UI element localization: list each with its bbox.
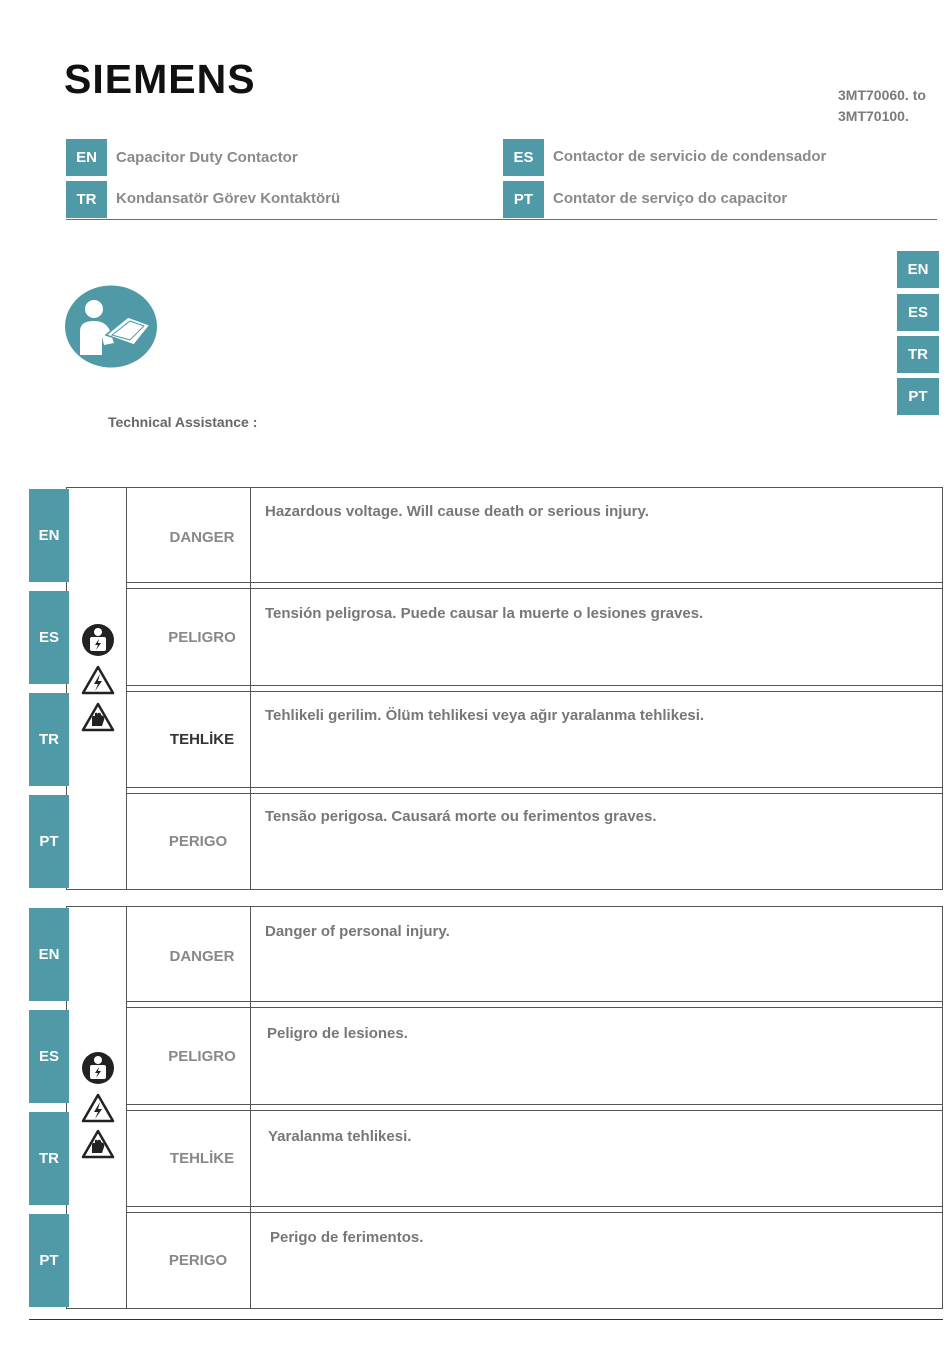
block2-row-divider-2a [126,1104,943,1105]
block1-message-en: Hazardous voltage. Will cause death or serious injury. [265,503,649,520]
title-tr: Kondansatör Görev Kontaktörü [116,190,341,207]
siemens-logo: SIEMENS [64,56,256,102]
block2-signal-tr: TEHLİKE [169,1150,235,1167]
block2-signal-en: DANGER [169,948,235,965]
footer-divider [29,1319,943,1320]
title-en: Capacitor Duty Contactor [116,149,298,166]
block1-signal-es: PELIGRO [168,629,236,646]
block2-row-divider-3a [126,1206,943,1207]
qualified-person-icon [81,623,115,657]
block2-row-divider-1a [126,1001,943,1002]
block1-signal-pt: PERIGO [168,833,228,850]
model-line-2: 3MT70100. [838,108,909,124]
block1-lang-es: ES [29,591,69,684]
block1-row-divider-1b [126,588,943,589]
block1-lang-pt: PT [29,795,69,888]
block1-message-pt: Tensão perigosa. Causará morte ou ferimentos graves. [265,808,657,825]
block1-lang-en: EN [29,489,69,582]
block2-signal-pt: PERIGO [168,1252,228,1269]
side-tab-es[interactable]: ES [897,294,939,331]
block2-lang-en: EN [29,908,69,1001]
block2-row-divider-3b [126,1212,943,1213]
block1-signal-en: DANGER [169,529,235,546]
block1-signal-tr: TEHLİKE [169,731,235,748]
block2-message-es: Peligro de lesiones. [267,1025,408,1042]
title-tag-pt: PT [503,181,544,218]
block1-col-divider-2 [250,487,251,890]
block1-row-divider-3b [126,793,943,794]
block2-lang-es: ES [29,1010,69,1103]
technical-assistance-label: Technical Assistance : [108,414,258,430]
hand-injury-warning-icon [81,702,115,732]
side-tab-en[interactable]: EN [897,251,939,288]
high-voltage-warning-icon [81,1093,115,1123]
block2-message-pt: Perigo de ferimentos. [270,1229,424,1246]
header-divider [66,219,937,220]
block1-row-divider-1a [126,582,943,583]
safety-block-1 [66,487,943,890]
model-line-1: 3MT70060. to [838,87,926,103]
block1-col-divider-1 [126,487,127,890]
title-pt: Contator de serviço do capacitor [553,190,788,207]
high-voltage-warning-icon [81,665,115,695]
hand-injury-warning-icon [81,1129,115,1159]
block1-lang-tr: TR [29,693,69,786]
side-tab-pt[interactable]: PT [897,378,939,415]
block1-message-tr: Tehlikeli gerilim. Ölüm tehlikesi veya ağır yaralanma tehlikesi. [265,707,705,724]
title-tag-tr: TR [66,181,107,218]
model-range [838,85,926,127]
block2-message-en: Danger of personal injury. [265,923,450,940]
block1-row-divider-2a [126,685,943,686]
block2-lang-tr: TR [29,1112,69,1205]
block2-col-divider-1 [126,906,127,1309]
block2-col-divider-2 [250,906,251,1309]
side-tab-tr[interactable]: TR [897,336,939,373]
title-tag-es: ES [503,139,544,176]
qualified-person-icon [81,1051,115,1085]
block1-row-divider-3a [126,787,943,788]
block2-row-divider-1b [126,1007,943,1008]
block1-row-divider-2b [126,691,943,692]
block2-lang-pt: PT [29,1214,69,1307]
title-es: Contactor de servicio de condensador [553,148,827,165]
block2-message-tr: Yaralanma tehlikesi. [268,1128,412,1145]
title-tag-en: EN [66,139,107,176]
safety-block-2 [66,906,943,1309]
block2-signal-es: PELIGRO [168,1048,236,1065]
read-manual-icon [64,285,159,368]
block1-message-es: Tensión peligrosa. Puede causar la muerte o lesiones graves. [265,605,704,622]
block2-row-divider-2b [126,1110,943,1111]
